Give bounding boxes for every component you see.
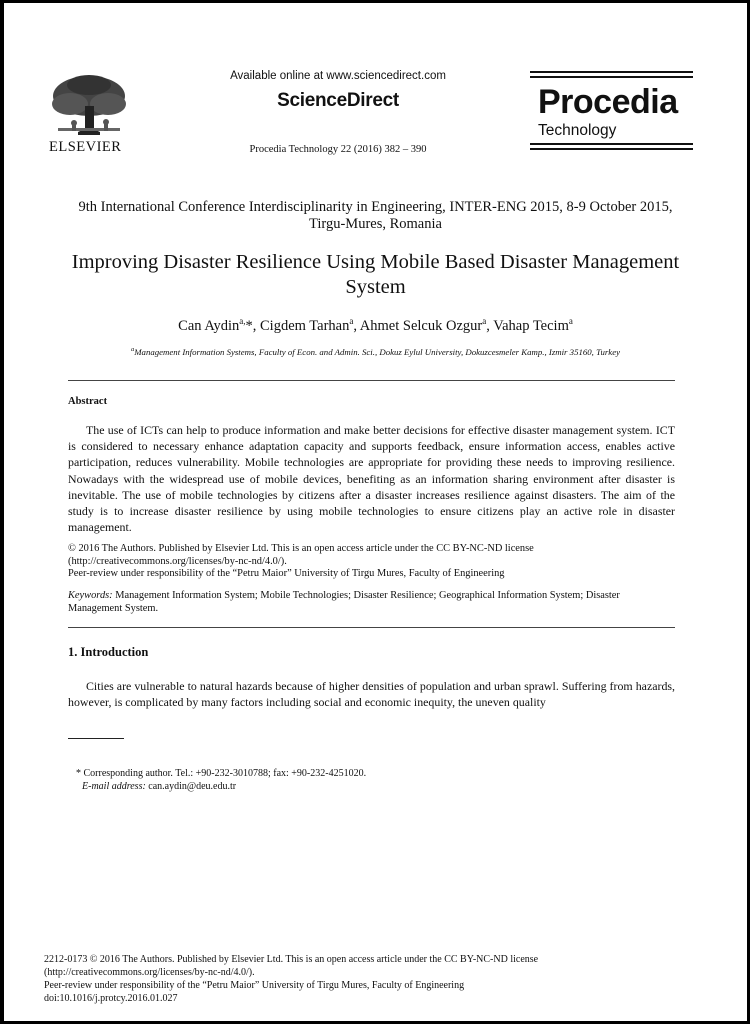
- peer-review-line: Peer-review under responsibility of the “Petru Maior” University of Tirgu Mures, Faculty of Engineering: [68, 568, 505, 579]
- available-online-text: Available online at www.sciencedirect.com: [230, 70, 446, 82]
- page-footer: [44, 953, 664, 1005]
- corresponding-author-note: * Corresponding author. Tel.: +90-232-3010788; fax: +90-232-4251020.: [76, 768, 367, 779]
- abstract-heading: Abstract: [68, 396, 108, 407]
- author-affil-sup: a: [349, 316, 354, 326]
- corresponding-mark: *: [245, 317, 253, 334]
- section-heading-introduction: 1. Introduction: [68, 645, 149, 659]
- license-line: © 2016 The Authors. Published by Elsevier Ltd. This is an open access article under the CC BY-NC-ND license: [68, 543, 534, 554]
- footnote-rule: [68, 738, 124, 739]
- publisher-name: ELSEVIER: [49, 139, 122, 155]
- introduction-text: Cities are vulnerable to natural hazards because of higher densities of population and urban sprawl. Suffering from hazards, however, is complicated by many factors including social and economic inequity, the uneven quality: [68, 679, 675, 710]
- author-name: Can Aydin: [178, 317, 240, 334]
- affiliation-sup: a: [130, 346, 135, 353]
- author-name: Cigdem Tarhan: [260, 317, 350, 334]
- footer-license-link[interactable]: (http://creativecommons.org/licenses/by-nc-nd/4.0/).: [44, 967, 255, 978]
- author-affil-sup: a,: [239, 316, 246, 326]
- footer-doi[interactable]: doi:10.1016/j.protcy.2016.01.027: [44, 993, 178, 1004]
- affiliation: [64, 346, 687, 357]
- journal-logo-rule-bottom: [530, 143, 693, 145]
- journal-logo-rule-top-2: [530, 76, 693, 78]
- journal-logo-rule-top: [530, 71, 693, 73]
- author-name: Vahap Tecim: [493, 317, 569, 334]
- paper-title: Improving Disaster Resilience Using Mobile Based Disaster Management System: [71, 251, 680, 298]
- keywords-label: Keywords:: [68, 590, 113, 601]
- divider: [68, 380, 675, 381]
- journal-reference: Procedia Technology 22 (2016) 382 – 390: [249, 144, 427, 155]
- sciencedirect-logo: ScienceDirect: [277, 90, 399, 111]
- abstract-text: The use of ICTs can help to produce information and make better decisions for effective disaster management system. ICT is considered to necessary enhance adaptation capacity and supports feedback, ensure information access, enables active participation, reduces vulnerability. Mobile technologies are appropriate for providing these needs to improving resilience. Nowadays with the widespread use of mobile devices, benefiting as an information sharing environment after disaster is inevitable. The use of mobile technologies by citizens after a disaster increases resilience against disasters. The aim of the study is to increase disaster resilience by using mobile technologies to ensure citizens play an active role in disaster management.: [68, 423, 675, 535]
- footer-peer-review: Peer-review under responsibility of the “Petru Maior” University of Tirgu Mures, Faculty of Engineering: [44, 980, 465, 991]
- email-note: [82, 781, 642, 794]
- article-page: [4, 3, 747, 1021]
- author-affil-sup: a: [482, 316, 487, 326]
- footer-license: 2212-0173 © 2016 The Authors. Published by Elsevier Ltd. This is an open access article under the CC BY-NC-ND license: [44, 954, 539, 965]
- journal-logo-rule-bottom-2: [530, 148, 693, 150]
- author-affil-sup: a: [568, 316, 573, 326]
- license-block: [68, 543, 675, 581]
- keywords-text: Management Information System; Mobile Technologies; Disaster Resilience; Geographical Information System; Disaster Management System.: [68, 590, 620, 614]
- email-address: can.aydin@deu.edu.tr: [145, 781, 237, 792]
- keywords: [68, 590, 675, 615]
- affiliation-text: Management Information Systems, Faculty of Econ. and Admin. Sci., Dokuz Eylul University, Dokuzcesmeler Kamp., Izmir 35160, Turkey: [134, 346, 621, 357]
- conference-line: 9th International Conference Interdisciplinarity in Engineering, INTER-ENG 2015, 8-9 October 2015, Tirgu-Mures, Romania: [78, 199, 673, 232]
- journal-logo-subtitle: Technology: [538, 122, 617, 139]
- journal-logo-name: Procedia: [538, 83, 678, 121]
- author-list: Can Aydin$^{a,}$*, Cigdem Tarhan$^a$, Ahmet Selcuk Ozgur$^a$, Vahap Tecim$^a$: [178, 316, 573, 334]
- author-name: Ahmet Selcuk Ozgur: [359, 317, 483, 334]
- divider: [68, 627, 675, 628]
- license-link[interactable]: (http://creativecommons.org/licenses/by-nc-nd/4.0/).: [68, 555, 287, 567]
- email-label: E-mail address:: [82, 781, 146, 792]
